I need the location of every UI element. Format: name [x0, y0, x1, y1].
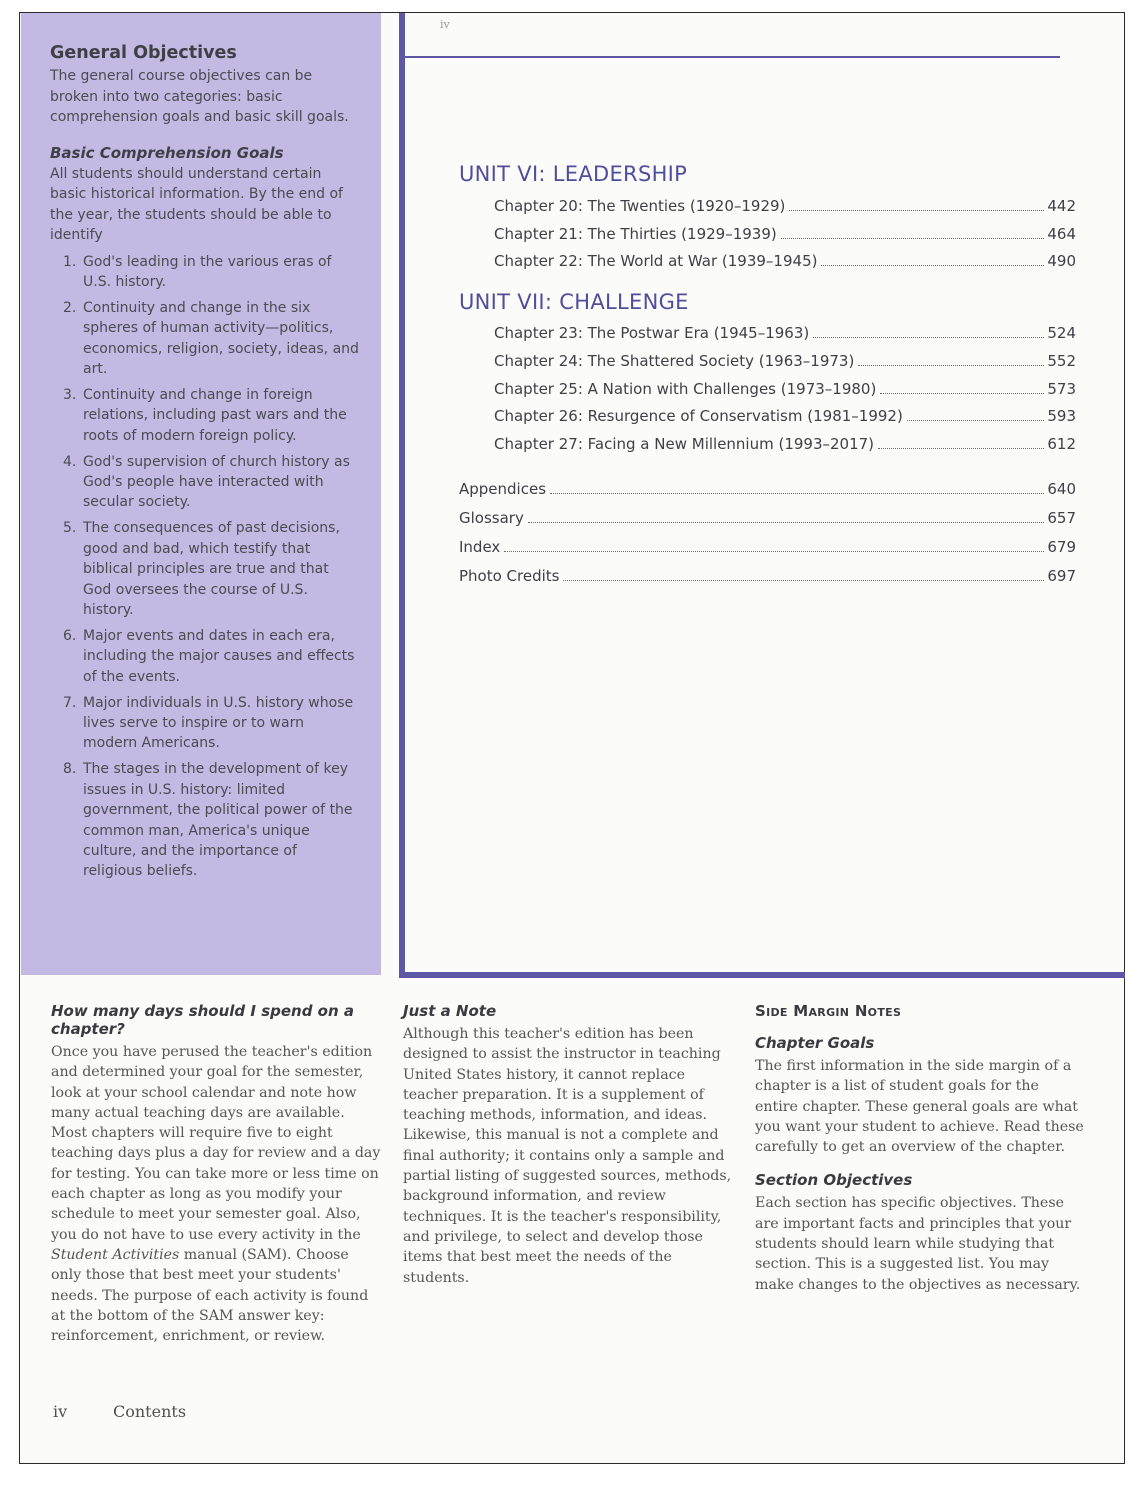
- chapter-goals-body: The first information in the side margin of a chapter is a list of student goals for the entire chapter. These general goals are what you want your student to achieve. Read these carefully to get an overview of the chapter.: [755, 1058, 1084, 1156]
- toc-entry-title: Chapter 25: A Nation with Challenges (1973–1980): [494, 380, 877, 398]
- objectives-list: [50, 252, 360, 882]
- toc-entry-title: Chapter 23: The Postwar Era (1945–1963): [494, 324, 810, 342]
- objective-item: [50, 759, 360, 881]
- objectives-panel: [21, 13, 381, 975]
- comprehension-goals-intro: All students should understand certain basic historical information. By the end of the year, the students should be able to identify: [50, 165, 343, 243]
- just-note-body: Although this teacher's edition has been designed to assist the instructor in teaching United States history, it cannot replace teacher preparation. It is a supplement of teaching methods, information, and ideas. Likewise, this manual is not a complete and final authority; it contains only a sample and partial listing of suggested sources, methods, background information, and review techniques. It is the teacher's responsibility, and privilege, to select and develop those items that best meet the needs of the students.: [403, 1026, 732, 1286]
- toc-entry[interactable]: [494, 380, 1076, 398]
- leader-dots: [550, 493, 1044, 494]
- objective-item: [50, 385, 360, 446]
- toc-entry-page: 490: [1047, 252, 1076, 270]
- objective-item: [50, 518, 360, 620]
- toc-top-rule: [405, 56, 1060, 58]
- objective-number: 6.: [63, 627, 77, 644]
- objective-text: God's leading in the various eras of U.S. history.: [83, 253, 332, 290]
- leader-dots: [563, 580, 1044, 581]
- objective-item: [50, 298, 360, 380]
- days-note-body-italic: Student Activities: [51, 1246, 180, 1263]
- toc-entry-page: 552: [1047, 352, 1076, 370]
- objective-text: Major individuals in U.S. history whose lives serve to inspire or to warn modern Americans.: [83, 694, 354, 752]
- section-objectives-body: Each section has specific objectives. These are important facts and principles that your students should learn while studying that section. This is a suggested list. You may make changes to the objectives as necessary.: [755, 1195, 1081, 1293]
- days-note-body-part1: Once you have perused the teacher's edition and determined your goal for the semester, look at your school calendar and note how many actual teaching days are available. Most chapters will require five to eight teaching days plus a day for review and a day for testing. You can take more or less time on each chapter as long as you modify your schedule to meet your semester goal. Also, you do not have to use every activity in the: [51, 1044, 381, 1243]
- objective-item: [50, 252, 360, 293]
- leader-dots: [528, 522, 1045, 523]
- objective-number: 4.: [63, 453, 77, 470]
- objective-item: [50, 693, 360, 754]
- toc-entry-page: 679: [1047, 538, 1076, 556]
- objective-text: The consequences of past decisions, good and bad, which testify that biblical principles are true and that God oversees the course of U.S. history.: [83, 520, 340, 618]
- toc-entry-page: 524: [1047, 324, 1076, 342]
- objective-item: [50, 626, 360, 687]
- just-note-column: [403, 1002, 733, 1288]
- leader-dots: [789, 210, 1044, 211]
- days-note-title: How many days should I spend on a chapter?: [51, 1002, 354, 1038]
- toc-entry-page: 464: [1047, 225, 1076, 243]
- objective-item: [50, 452, 360, 513]
- toc-entry-page: 573: [1047, 380, 1076, 398]
- toc-entry-title: Chapter 20: The Twenties (1920–1929): [494, 197, 786, 215]
- objective-number: 1.: [63, 253, 77, 270]
- toc-entry[interactable]: [494, 225, 1076, 243]
- toc-entry-title: Chapter 26: Resurgence of Conservatism (1981–1992): [494, 407, 903, 425]
- toc-entry-page: 657: [1047, 509, 1076, 527]
- toc-entry-page: 640: [1047, 480, 1076, 498]
- leader-dots: [880, 393, 1044, 394]
- chapter-goals-title: Chapter Goals: [755, 1034, 875, 1052]
- toc-left-rule: [399, 13, 405, 978]
- toc-entry[interactable]: [459, 480, 1076, 498]
- objective-number: 8.: [63, 761, 77, 778]
- toc-entry[interactable]: [459, 567, 1076, 585]
- objective-text: God's supervision of church history as God's people have interacted with secular society.: [83, 453, 350, 511]
- toc-entry-title: Index: [459, 538, 501, 556]
- toc-entry-title: Chapter 22: The World at War (1939–1945): [494, 252, 818, 270]
- toc-entry[interactable]: [494, 197, 1076, 215]
- toc-entry-title: Glossary: [459, 509, 524, 527]
- toc-entry[interactable]: [494, 435, 1076, 453]
- toc-entry-page: 612: [1047, 435, 1076, 453]
- just-note-title: Just a Note: [403, 1002, 497, 1020]
- toc-bottom-rule: [399, 972, 1125, 978]
- toc-entry[interactable]: [494, 252, 1076, 270]
- toc-entry-page: 593: [1047, 407, 1076, 425]
- objectives-title: General Objectives: [50, 43, 237, 63]
- objective-text: Continuity and change in the six spheres of human activity—politics, economics, religion, society, ideas, and art.: [83, 299, 359, 378]
- objective-text: Continuity and change in foreign relations, including past wars and the roots of modern foreign policy.: [83, 386, 347, 444]
- toc-entry-title: Photo Credits: [459, 567, 560, 585]
- days-note-body-part2: manual (SAM). Choose only those that best meet your students' needs. The purpose of each activity is found at the bottom of the SAM answer key: reinforcement, enrichment, or review.: [51, 1246, 369, 1345]
- objective-number: 2.: [63, 299, 77, 316]
- leader-dots: [504, 551, 1044, 552]
- objectives-content: [50, 43, 360, 887]
- toc-entry[interactable]: [494, 407, 1076, 425]
- toc-entry[interactable]: [494, 324, 1076, 342]
- toc-entry[interactable]: [459, 509, 1076, 527]
- toc-entry-title: Chapter 27: Facing a New Millennium (1993–2017): [494, 435, 875, 453]
- toc-entry[interactable]: [459, 538, 1076, 556]
- section-objectives-title: Section Objectives: [755, 1171, 913, 1190]
- days-note-column: [51, 1002, 381, 1346]
- leader-dots: [907, 420, 1045, 421]
- leader-dots: [878, 448, 1044, 449]
- side-notes-heading: Side Margin Notes: [755, 1002, 902, 1020]
- objectives-intro: The general course objectives can be broken into two categories: basic comprehension goals and basic skill goals.: [50, 68, 349, 125]
- objective-number: 5.: [63, 520, 77, 537]
- leader-dots: [813, 337, 1044, 338]
- toc-page-marker: iv: [440, 18, 450, 31]
- objective-number: 3.: [63, 386, 77, 403]
- comprehension-goals-title: Basic Comprehension Goals: [50, 143, 284, 162]
- objective-number: 7.: [63, 694, 77, 711]
- leader-dots: [821, 265, 1044, 266]
- toc-entry-page: 442: [1047, 197, 1076, 215]
- unit-heading: UNIT VI: LEADERSHIP: [459, 162, 688, 186]
- days-note-body: [51, 1042, 381, 1346]
- unit-heading: UNIT VII: CHALLENGE: [459, 290, 689, 314]
- footer-label: Contents: [113, 1402, 187, 1421]
- leader-dots: [781, 238, 1045, 239]
- toc-entry-title: Appendices: [459, 480, 547, 498]
- toc-entry-title: Chapter 24: The Shattered Society (1963–1973): [494, 352, 855, 370]
- toc-entry-title: Chapter 21: The Thirties (1929–1939): [494, 225, 777, 243]
- footer-page-number: iv: [53, 1402, 68, 1421]
- objective-text: The stages in the development of key issues in U.S. history: limited government, the political power of the common man, America's unique culture, and the importance of religious beliefs.: [83, 761, 353, 880]
- side-notes-column: [755, 1002, 1085, 1295]
- objective-text: Major events and dates in each era, including the major causes and effects of the events.: [83, 627, 355, 685]
- leader-dots: [858, 365, 1044, 366]
- toc-entry-page: 697: [1047, 567, 1076, 585]
- toc-entry[interactable]: [494, 352, 1076, 370]
